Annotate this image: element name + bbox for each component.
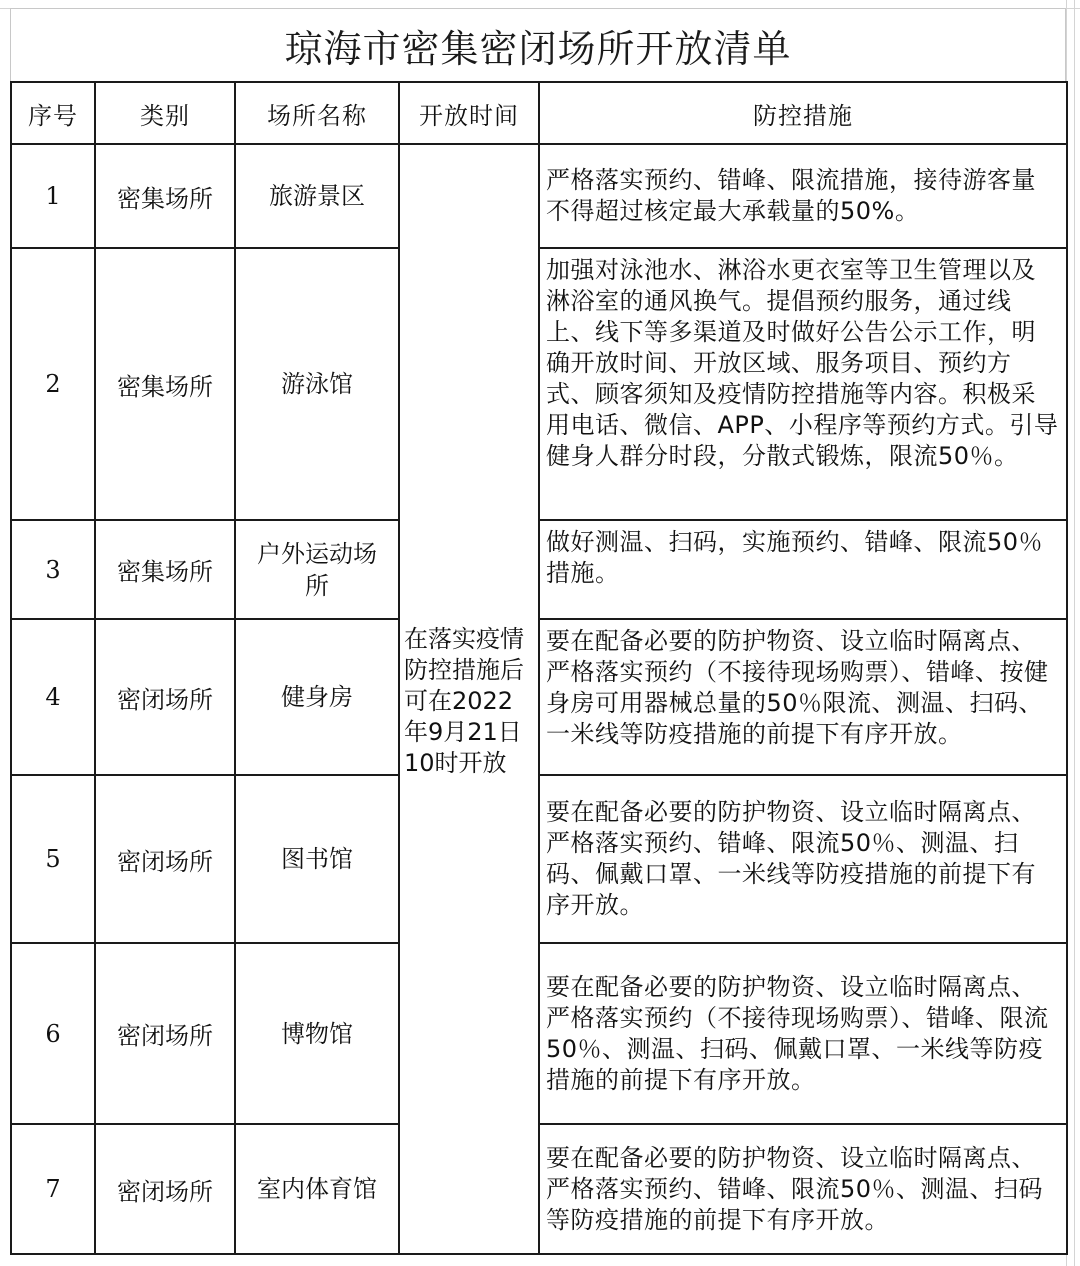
row-measures: 加强对泳池水、淋浴水更衣室等卫生管理以及淋浴室的通风换气。提倡预约服务，通过线上、线下等多渠道及时做好公告公示工作，明确开放时间、开放区域、服务项目、预约方式、顾客须知及疫情防控措施等内容。积极采用电话、微信、APP、小程序等预约方式。引导健身人群分时段，分散式锻炼，限流50％。 [539,248,1067,520]
venue-name-text: 户外运动场所 [257,539,377,600]
row-measures: 要在配备必要的防护物资、设立临时隔离点、严格落实预约（不接待现场购票）、错峰、按健身房可用器械总量的50％限流、测温、扫码、一米线等防疫措施的前提下有序开放。 [539,619,1067,775]
table-row [11,520,1067,619]
row-serial: 4 [11,619,95,775]
row-open-time: 在落实疫情防控措施后可在2022年9月21日10时开放 [399,144,539,1254]
header-measures: 防控措施 [539,82,1067,144]
venue-name-text: 图书馆 [281,845,353,873]
row-category: 密集场所 [95,520,235,619]
venue-name-text: 室内体育馆 [257,1175,377,1203]
row-category: 密集场所 [95,248,235,520]
row-venue-name [235,1124,399,1254]
venue-name-text: 游泳馆 [281,370,353,398]
row-venue-name [235,248,399,520]
header-category: 类别 [95,82,235,144]
header-open-time: 开放时间 [399,82,539,144]
row-category: 密集场所 [95,144,235,248]
row-category: 密闭场所 [95,619,235,775]
venue-name-text: 旅游景区 [269,182,365,210]
header-serial: 序号 [11,82,95,144]
opening-list-sheet [10,8,1066,1255]
venue-name-text: 健身房 [281,683,353,711]
row-measures: 做好测温、扫码，实施预约、错峰、限流50％措施。 [539,520,1067,619]
row-serial: 5 [11,775,95,943]
row-serial: 3 [11,520,95,619]
row-serial: 6 [11,943,95,1124]
row-venue-name [235,520,399,619]
table-header-row [11,82,1067,144]
table-row [11,1124,1067,1254]
row-category: 密闭场所 [95,1124,235,1254]
header-venue-name: 场所名称 [235,82,399,144]
row-venue-name [235,144,399,248]
row-measures: 要在配备必要的防护物资、设立临时隔离点、严格落实预约、错峰、限流50％、测温、扫码等防疫措施的前提下有序开放。 [539,1124,1067,1254]
row-venue-name [235,943,399,1124]
table-row [11,775,1067,943]
table-row [11,943,1067,1124]
row-category: 密闭场所 [95,943,235,1124]
opening-list-table [10,81,1068,1255]
sheet-title: 琼海市密集密闭场所开放清单 [10,8,1066,81]
row-category: 密闭场所 [95,775,235,943]
row-measures: 严格落实预约、错峰、限流措施，接待游客量不得超过核定最大承载量的50%。 [539,144,1067,248]
table-row [11,619,1067,775]
venue-name-text: 博物馆 [281,1019,353,1048]
row-serial: 2 [11,248,95,520]
table-row [11,248,1067,520]
table-row [11,144,1067,248]
row-serial: 1 [11,144,95,248]
sheet-gridline [1074,0,1075,1266]
row-serial: 7 [11,1124,95,1254]
row-measures: 要在配备必要的防护物资、设立临时隔离点、严格落实预约、错峰、限流50％、测温、扫码、佩戴口罩、一米线等防疫措施的前提下有序开放。 [539,775,1067,943]
row-measures: 要在配备必要的防护物资、设立临时隔离点、严格落实预约（不接待现场购票）、错峰、限流50％、测温、扫码、佩戴口罩、一米线等防疫措施的前提下有序开放。 [539,943,1067,1124]
row-venue-name [235,775,399,943]
row-venue-name [235,619,399,775]
